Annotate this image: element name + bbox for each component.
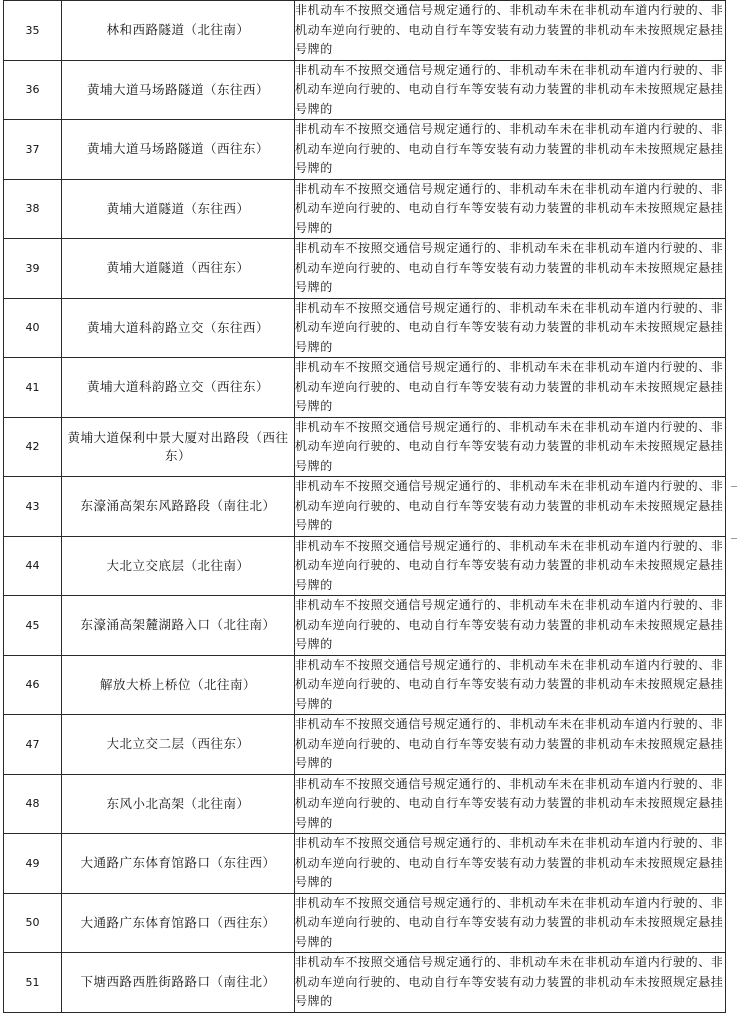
table-row bbox=[4, 298, 726, 358]
violation-cell: 非机动车不按照交通信号规定通行的、非机动车未在非机动车道内行驶的、非机动车逆向行驶的、电动自行车等安装有动力装置的非机动车未按照规定悬挂号牌的 bbox=[295, 298, 726, 358]
row-number: 37 bbox=[4, 120, 62, 180]
violation-cell: 非机动车不按照交通信号规定通行的、非机动车未在非机动车道内行驶的、非机动车逆向行驶的、电动自行车等安装有动力装置的非机动车未按照规定悬挂号牌的 bbox=[295, 1, 726, 61]
location-cell: 黄埔大道马场路隧道（西往东） bbox=[62, 120, 295, 180]
violation-cell: 非机动车不按照交通信号规定通行的、非机动车未在非机动车道内行驶的、非机动车逆向行驶的、电动自行车等安装有动力装置的非机动车未按照规定悬挂号牌的 bbox=[295, 60, 726, 120]
table-row bbox=[4, 120, 726, 180]
row-number: 38 bbox=[4, 179, 62, 239]
row-number: 51 bbox=[4, 953, 62, 1013]
table-row bbox=[4, 834, 726, 894]
row-number: 50 bbox=[4, 893, 62, 953]
row-number: 45 bbox=[4, 596, 62, 656]
violation-cell: 非机动车不按照交通信号规定通行的、非机动车未在非机动车道内行驶的、非机动车逆向行驶的、电动自行车等安装有动力装置的非机动车未按照规定悬挂号牌的 bbox=[295, 596, 726, 656]
location-cell: 黄埔大道科韵路立交（西往东） bbox=[62, 358, 295, 418]
violation-cell: 非机动车不按照交通信号规定通行的、非机动车未在非机动车道内行驶的、非机动车逆向行驶的、电动自行车等安装有动力装置的非机动车未按照规定悬挂号牌的 bbox=[295, 477, 726, 537]
table-row bbox=[4, 477, 726, 537]
table-row bbox=[4, 953, 726, 1013]
location-cell: 下塘西路西胜街路路口（南往北） bbox=[62, 953, 295, 1013]
violation-location-table bbox=[3, 0, 726, 1013]
location-cell: 东濠涌高架麓湖路入口（北往南） bbox=[62, 596, 295, 656]
violation-cell: 非机动车不按照交通信号规定通行的、非机动车未在非机动车道内行驶的、非机动车逆向行驶的、电动自行车等安装有动力装置的非机动车未按照规定悬挂号牌的 bbox=[295, 834, 726, 894]
location-cell: 黄埔大道保利中景大厦对出路段（西往东） bbox=[62, 417, 295, 477]
row-number: 41 bbox=[4, 358, 62, 418]
location-cell: 大北立交底层（北往南） bbox=[62, 536, 295, 596]
location-cell: 东濠涌高架东风路路段（南往北） bbox=[62, 477, 295, 537]
row-number: 48 bbox=[4, 774, 62, 834]
table-row bbox=[4, 358, 726, 418]
row-number: 36 bbox=[4, 60, 62, 120]
table-body bbox=[4, 1, 726, 1013]
location-cell: 大通路广东体育馆路口（西往东） bbox=[62, 893, 295, 953]
row-number: 40 bbox=[4, 298, 62, 358]
table-row bbox=[4, 655, 726, 715]
location-cell: 东风小北高架（北往南） bbox=[62, 774, 295, 834]
table-row bbox=[4, 1, 726, 61]
location-cell: 大通路广东体育馆路口（东往西） bbox=[62, 834, 295, 894]
table-row bbox=[4, 239, 726, 299]
row-number: 42 bbox=[4, 417, 62, 477]
row-number: 44 bbox=[4, 536, 62, 596]
table-row bbox=[4, 715, 726, 775]
row-number: 49 bbox=[4, 834, 62, 894]
document-page bbox=[3, 0, 726, 1013]
violation-cell: 非机动车不按照交通信号规定通行的、非机动车未在非机动车道内行驶的、非机动车逆向行驶的、电动自行车等安装有动力装置的非机动车未按照规定悬挂号牌的 bbox=[295, 774, 726, 834]
location-cell: 解放大桥上桥位（北往南） bbox=[62, 655, 295, 715]
violation-cell: 非机动车不按照交通信号规定通行的、非机动车未在非机动车道内行驶的、非机动车逆向行驶的、电动自行车等安装有动力装置的非机动车未按照规定悬挂号牌的 bbox=[295, 953, 726, 1013]
table-row bbox=[4, 179, 726, 239]
violation-cell: 非机动车不按照交通信号规定通行的、非机动车未在非机动车道内行驶的、非机动车逆向行驶的、电动自行车等安装有动力装置的非机动车未按照规定悬挂号牌的 bbox=[295, 536, 726, 596]
violation-cell: 非机动车不按照交通信号规定通行的、非机动车未在非机动车道内行驶的、非机动车逆向行驶的、电动自行车等安装有动力装置的非机动车未按照规定悬挂号牌的 bbox=[295, 239, 726, 299]
location-cell: 林和西路隧道（北往南） bbox=[62, 1, 295, 61]
table-row bbox=[4, 60, 726, 120]
location-cell: 黄埔大道隧道（东往西） bbox=[62, 179, 295, 239]
table-row bbox=[4, 893, 726, 953]
violation-cell: 非机动车不按照交通信号规定通行的、非机动车未在非机动车道内行驶的、非机动车逆向行驶的、电动自行车等安装有动力装置的非机动车未按照规定悬挂号牌的 bbox=[295, 358, 726, 418]
row-number: 43 bbox=[4, 477, 62, 537]
violation-cell: 非机动车不按照交通信号规定通行的、非机动车未在非机动车道内行驶的、非机动车逆向行驶的、电动自行车等安装有动力装置的非机动车未按照规定悬挂号牌的 bbox=[295, 417, 726, 477]
table-row bbox=[4, 417, 726, 477]
table-row bbox=[4, 536, 726, 596]
violation-cell: 非机动车不按照交通信号规定通行的、非机动车未在非机动车道内行驶的、非机动车逆向行驶的、电动自行车等安装有动力装置的非机动车未按照规定悬挂号牌的 bbox=[295, 655, 726, 715]
violation-cell: 非机动车不按照交通信号规定通行的、非机动车未在非机动车道内行驶的、非机动车逆向行驶的、电动自行车等安装有动力装置的非机动车未按照规定悬挂号牌的 bbox=[295, 179, 726, 239]
row-number: 35 bbox=[4, 1, 62, 61]
row-number: 47 bbox=[4, 715, 62, 775]
violation-cell: 非机动车不按照交通信号规定通行的、非机动车未在非机动车道内行驶的、非机动车逆向行驶的、电动自行车等安装有动力装置的非机动车未按照规定悬挂号牌的 bbox=[295, 120, 726, 180]
location-cell: 黄埔大道马场路隧道（东往西） bbox=[62, 60, 295, 120]
page-edge-mark bbox=[731, 486, 737, 487]
location-cell: 大北立交二层（西往东） bbox=[62, 715, 295, 775]
table-row bbox=[4, 596, 726, 656]
violation-cell: 非机动车不按照交通信号规定通行的、非机动车未在非机动车道内行驶的、非机动车逆向行驶的、电动自行车等安装有动力装置的非机动车未按照规定悬挂号牌的 bbox=[295, 715, 726, 775]
row-number: 46 bbox=[4, 655, 62, 715]
location-cell: 黄埔大道科韵路立交（东往西） bbox=[62, 298, 295, 358]
location-cell: 黄埔大道隧道（西往东） bbox=[62, 239, 295, 299]
page-edge-mark bbox=[731, 538, 737, 539]
table-row bbox=[4, 774, 726, 834]
row-number: 39 bbox=[4, 239, 62, 299]
violation-cell: 非机动车不按照交通信号规定通行的、非机动车未在非机动车道内行驶的、非机动车逆向行驶的、电动自行车等安装有动力装置的非机动车未按照规定悬挂号牌的 bbox=[295, 893, 726, 953]
